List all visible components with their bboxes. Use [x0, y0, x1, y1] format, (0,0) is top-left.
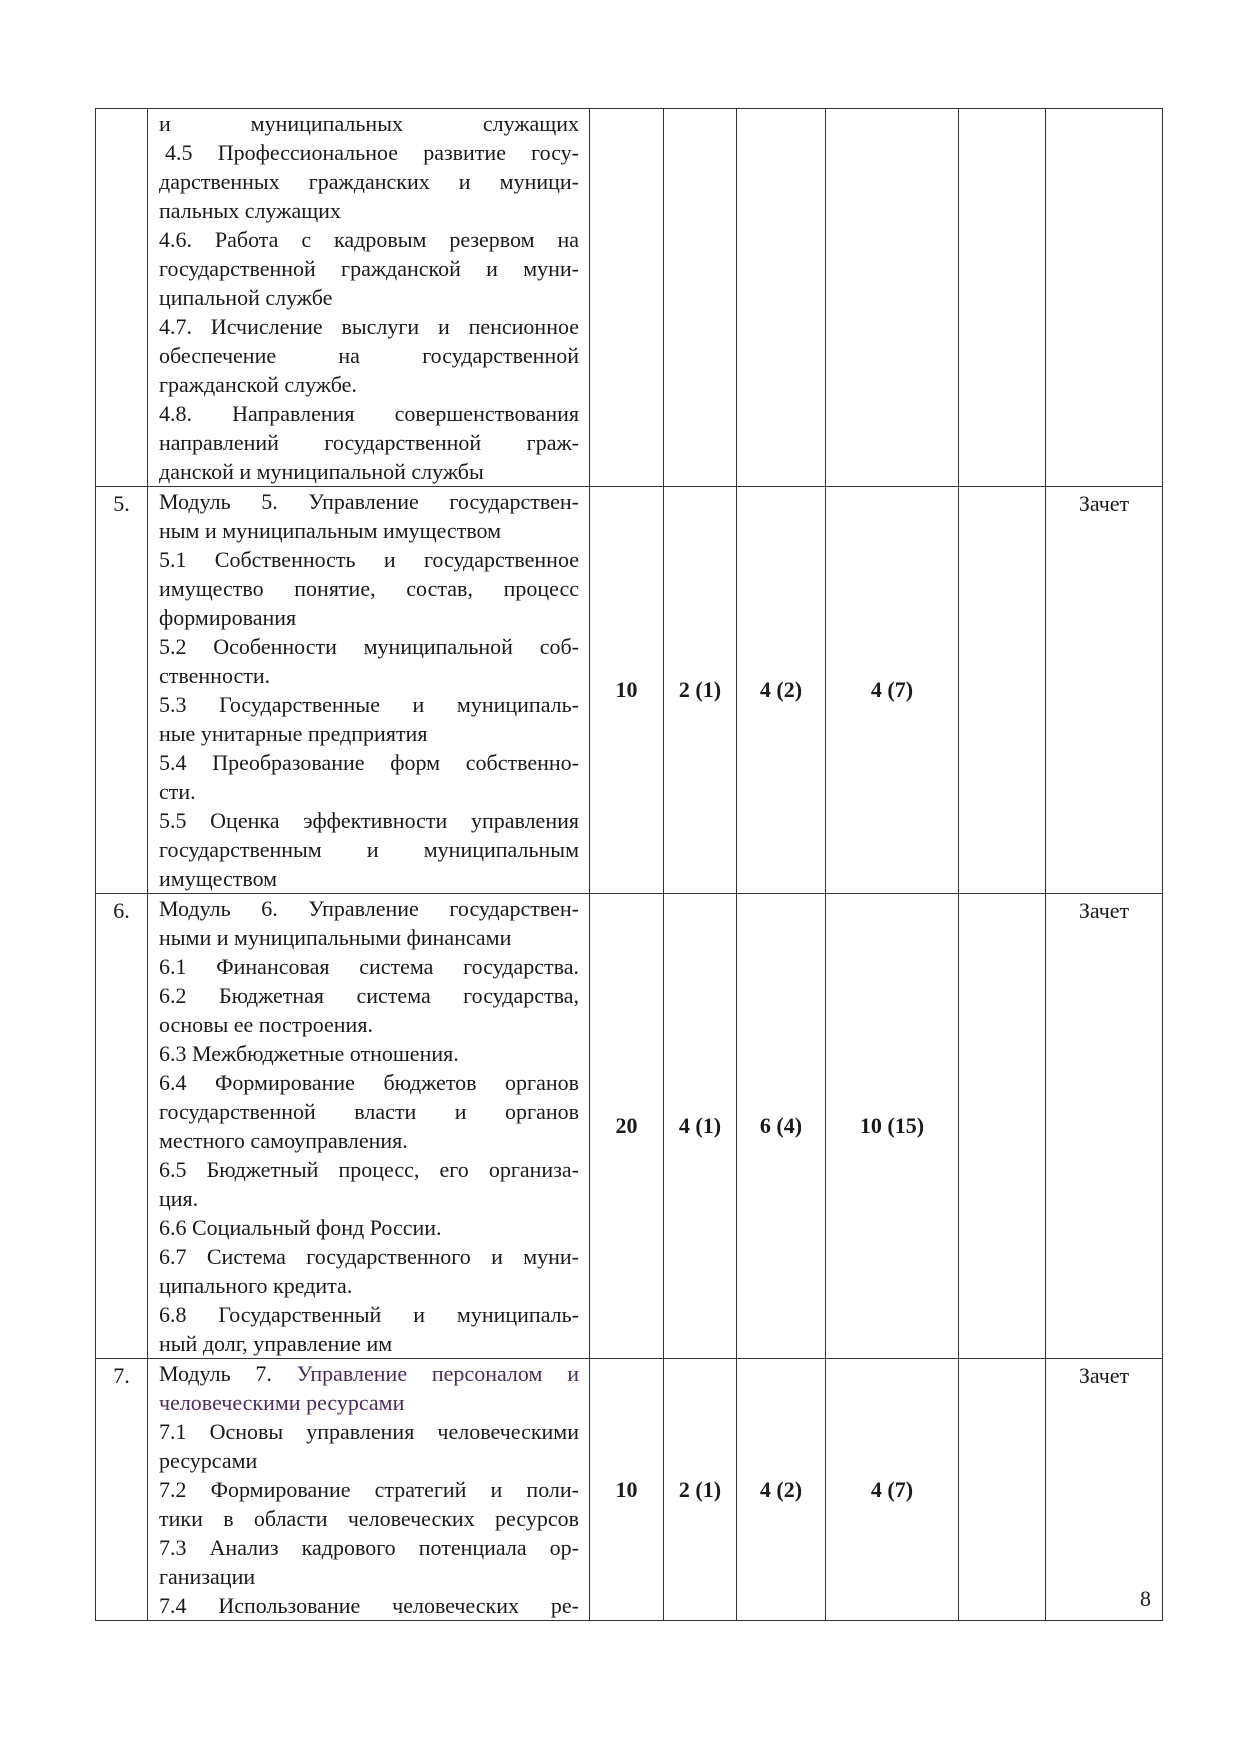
content-line: 5.2 Особенности муниципальной соб-: [159, 634, 579, 659]
lecture-hours: 2 (1): [664, 487, 737, 894]
content-line: ция.: [159, 1186, 199, 1211]
assessment-form: Зачет: [1046, 487, 1163, 894]
assessment-form: Зачет: [1046, 894, 1163, 1359]
self-study-hours: [826, 109, 959, 487]
content-line: 6.6 Социальный фонд России.: [159, 1215, 442, 1240]
total-hours: [590, 109, 664, 487]
row-number: 7.: [96, 1359, 148, 1621]
content-line: человеческими ресурсами: [159, 1390, 405, 1415]
control-cell: [959, 487, 1046, 894]
module-content: [148, 487, 590, 894]
content-line: 7.3 Анализ кадрового потенциала ор-: [159, 1535, 579, 1560]
content-line: 6.2 Бюджетная система государства,: [159, 983, 579, 1008]
content-line: [159, 1359, 579, 1388]
control-cell: [959, 109, 1046, 487]
practice-hours: 4 (2): [737, 487, 826, 894]
page-number: 8: [1140, 1586, 1151, 1611]
practice-hours: [737, 109, 826, 487]
content-line: 4.6. Работа с кадровым резервом на: [159, 227, 579, 252]
content-line: Модуль 6. Управление государствен-: [159, 896, 579, 921]
content-line: ными и муниципальными финансами: [159, 925, 512, 950]
content-line: 5.4 Преобразование форм собственно-: [159, 750, 579, 775]
content-line: ный долг, управление им: [159, 1331, 393, 1356]
module-content: [148, 894, 590, 1359]
content-line: формирования: [159, 605, 297, 630]
content-line: и муниципальных служащих: [159, 111, 579, 136]
control-cell: [959, 1359, 1046, 1621]
table-row: [96, 487, 1163, 894]
assessment-form: [1046, 109, 1163, 487]
total-hours: 20: [590, 894, 664, 1359]
table-row: [96, 894, 1163, 1359]
content-line: Модуль 5. Управление государствен-: [159, 489, 579, 514]
content-line: имущество понятие, состав, процесс: [159, 576, 579, 601]
table-row: [96, 109, 1163, 487]
module-content: [148, 1359, 590, 1621]
self-study-hours: 10 (15): [826, 894, 959, 1359]
content-line: ные унитарные предприятия: [159, 721, 428, 746]
content-line: 7.2 Формирование стратегий и поли-: [159, 1477, 579, 1502]
content-line: ресурсами: [159, 1448, 258, 1473]
self-study-hours: 4 (7): [826, 487, 959, 894]
content-line: 6.8 Государственный и муниципаль-: [159, 1302, 579, 1327]
content-line: ципальной службе: [159, 285, 333, 310]
self-study-hours: 4 (7): [826, 1359, 959, 1621]
curriculum-table: [95, 108, 1163, 1621]
control-cell: [959, 894, 1046, 1359]
table-row: [96, 1359, 1163, 1621]
content-line: тики в области человеческих ресурсов: [159, 1506, 579, 1531]
content-line: государственной гражданской и муни-: [159, 256, 579, 281]
content-line: обеспечение на государственной: [159, 343, 579, 368]
content-line: имуществом: [159, 866, 278, 891]
practice-hours: 6 (4): [737, 894, 826, 1359]
assessment-form: Зачет: [1046, 1359, 1163, 1621]
content-line: государственной власти и органов: [159, 1099, 579, 1124]
module-content: [148, 109, 590, 487]
content-line: основы ее построения.: [159, 1012, 373, 1037]
row-number: 6.: [96, 894, 148, 1359]
content-line: 4.7. Исчисление выслуги и пенсионное: [159, 314, 579, 339]
total-hours: 10: [590, 487, 664, 894]
content-line: 4.8. Направления совершенствования: [159, 401, 579, 426]
content-line: направлений государственной граж-: [159, 430, 579, 455]
content-line: 6.7 Система государственного и муни-: [159, 1244, 579, 1269]
content-line: ным и муниципальным имуществом: [159, 518, 502, 543]
content-line: сти.: [159, 779, 196, 804]
content-line: 6.4 Формирование бюджетов органов: [159, 1070, 579, 1095]
content-line: ственности.: [159, 663, 271, 688]
content-line: пальных служащих: [159, 198, 341, 223]
content-line: 5.5 Оценка эффективности управления: [159, 808, 579, 833]
lecture-hours: 2 (1): [664, 1359, 737, 1621]
module-title-prefix: Модуль 7.: [159, 1361, 297, 1386]
content-line: местного самоуправления.: [159, 1128, 408, 1153]
content-line: 6.5 Бюджетный процесс, его организа-: [159, 1157, 579, 1182]
module-title-highlight: Управление персоналом и: [296, 1361, 579, 1386]
lecture-hours: [664, 109, 737, 487]
content-line: дарственных гражданских и муници-: [159, 169, 579, 194]
practice-hours: 4 (2): [737, 1359, 826, 1621]
content-line: 6.3 Межбюджетные отношения.: [159, 1041, 459, 1066]
content-line: 7.4 Использование человеческих ре-: [159, 1593, 579, 1618]
lecture-hours: 4 (1): [664, 894, 737, 1359]
content-line: ганизации: [159, 1564, 256, 1589]
content-line: данской и муниципальной службы: [159, 459, 484, 484]
content-line: 4.5 Профессиональное развитие госу-: [165, 140, 579, 165]
total-hours: 10: [590, 1359, 664, 1621]
row-number: 5.: [96, 487, 148, 894]
content-line: гражданской службе.: [159, 372, 357, 397]
content-line: 5.1 Собственность и государственное: [159, 547, 579, 572]
content-line: 6.1 Финансовая система государства.: [159, 954, 579, 979]
content-line: 7.1 Основы управления человеческими: [159, 1419, 579, 1444]
content-line: ципального кредита.: [159, 1273, 353, 1298]
content-line: государственным и муниципальным: [159, 837, 579, 862]
content-line: 5.3 Государственные и муниципаль-: [159, 692, 579, 717]
row-number: [96, 109, 148, 487]
